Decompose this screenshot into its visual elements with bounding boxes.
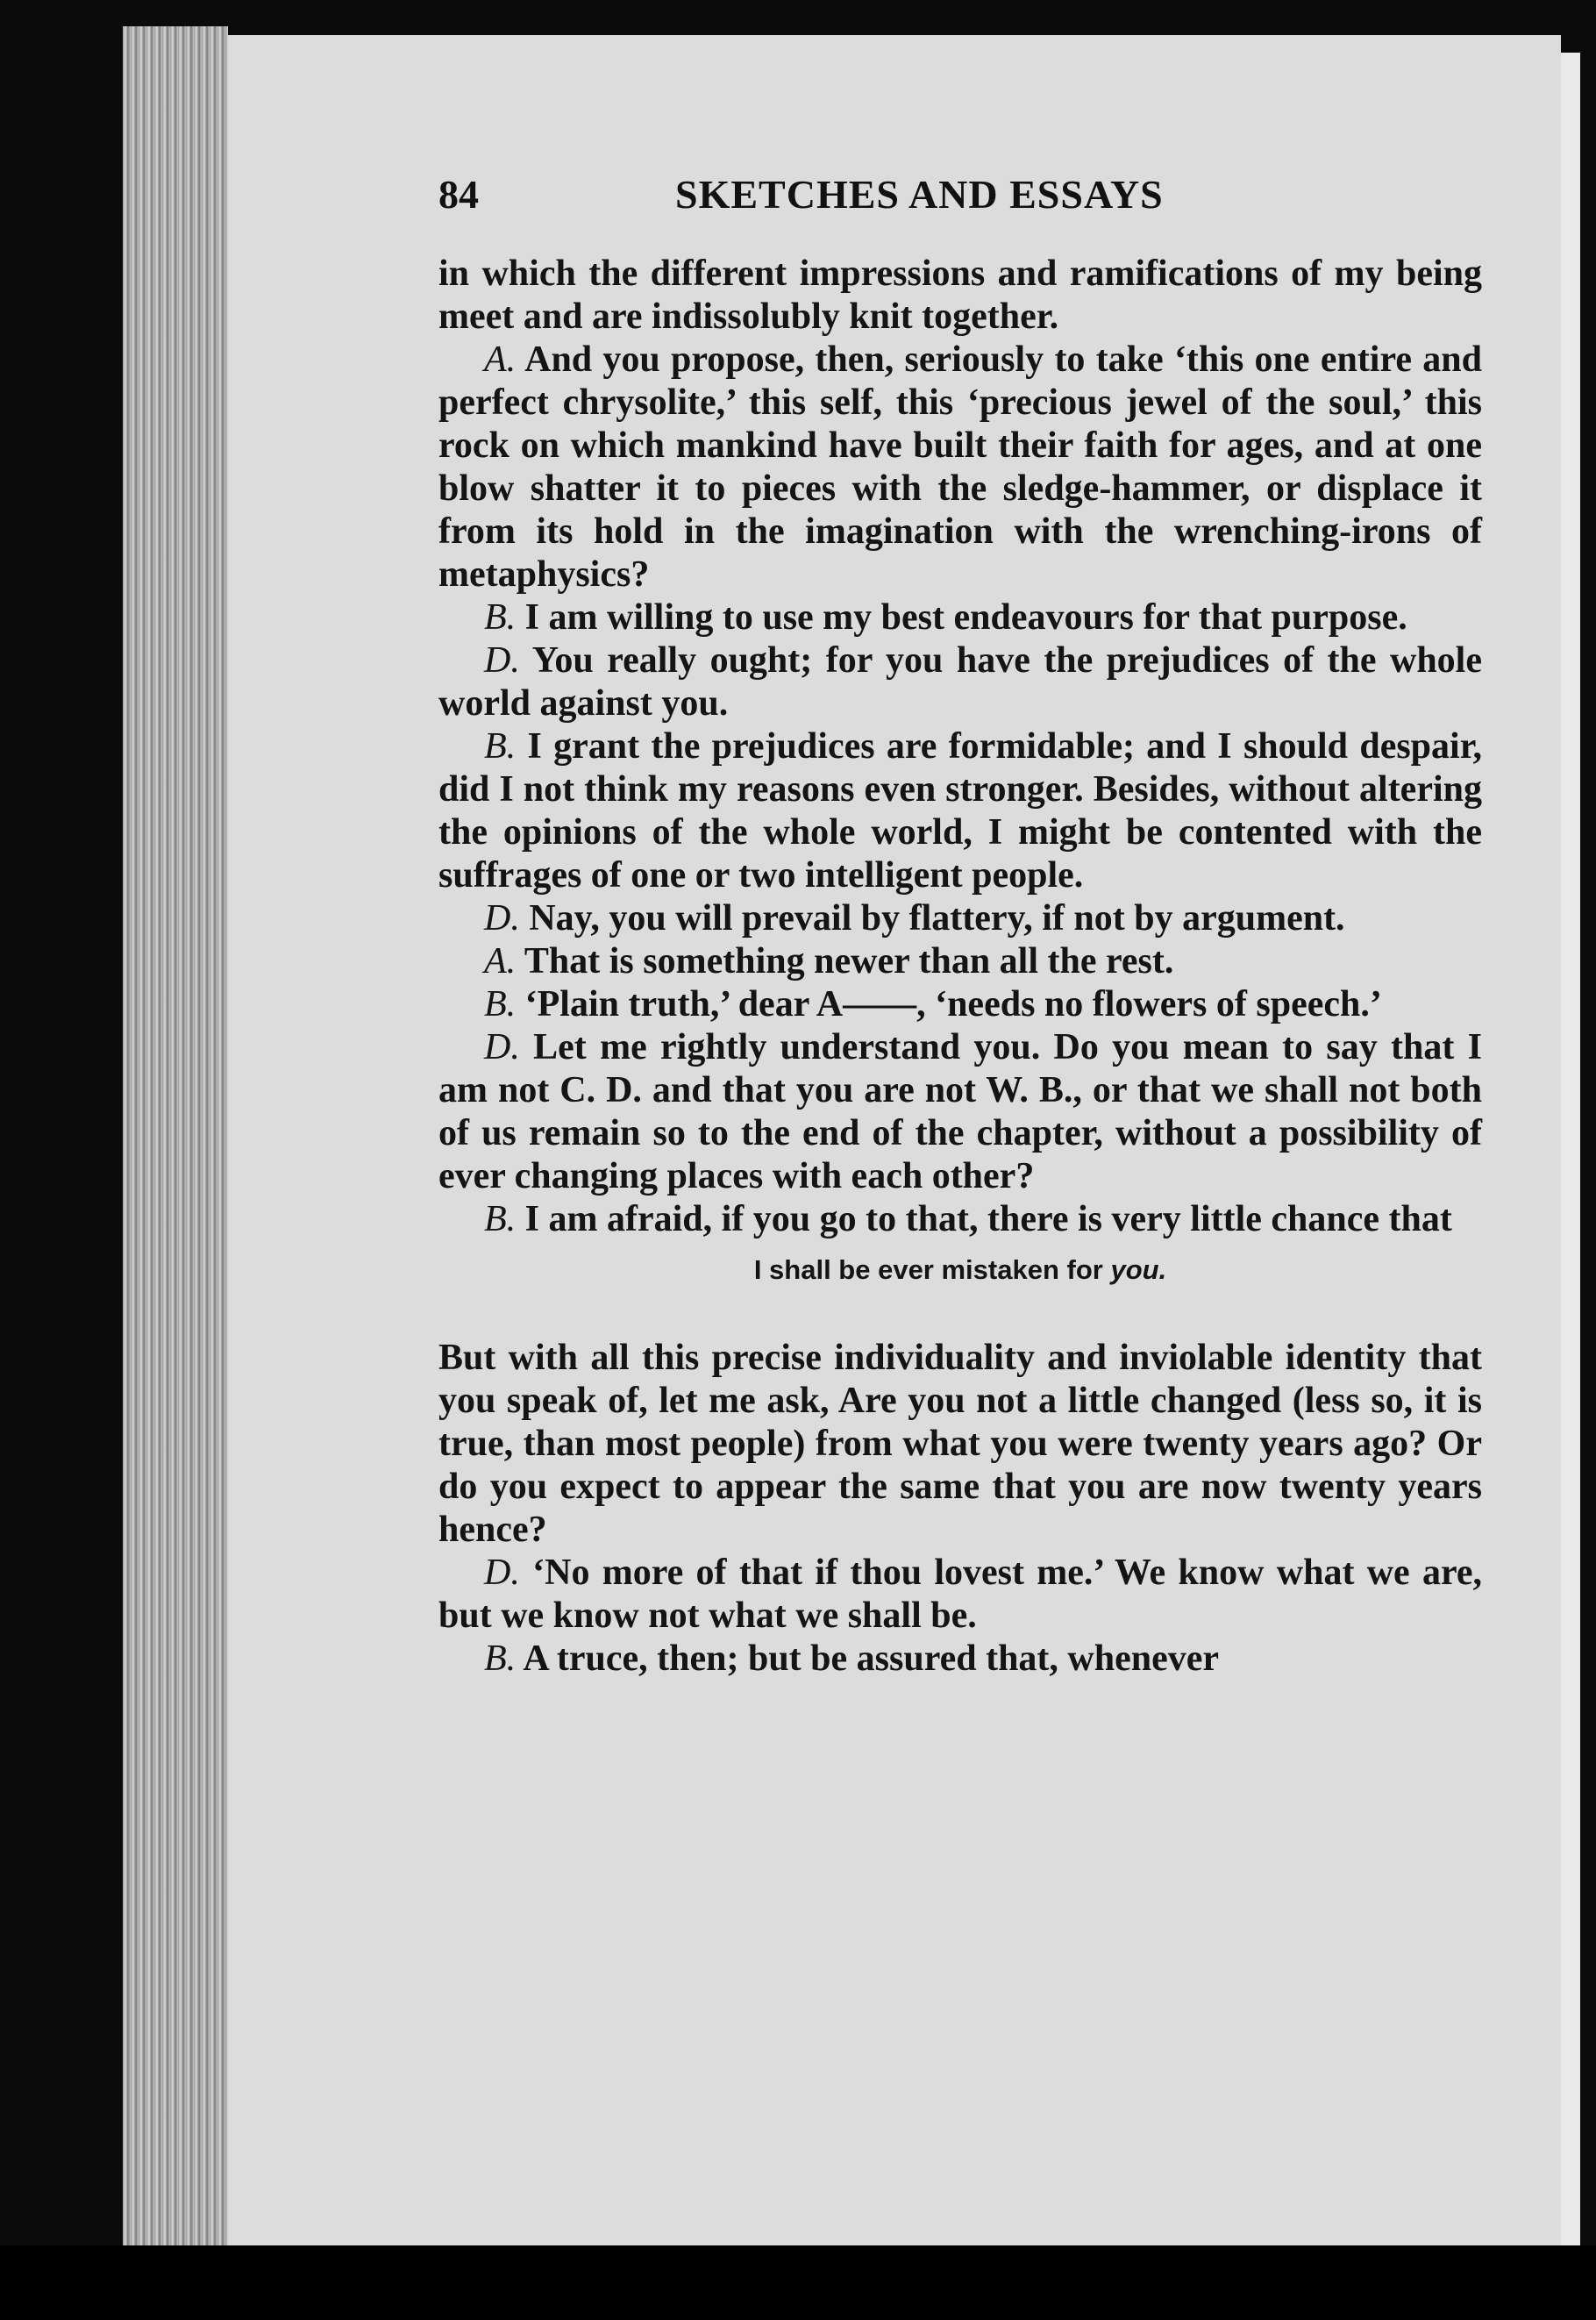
dialogue-paragraph [438, 596, 1482, 639]
scan-border [0, 2245, 1596, 2320]
dialogue-paragraph [438, 639, 1482, 725]
dialogue-paragraph [438, 983, 1482, 1026]
dialogue-paragraph [438, 1638, 1482, 1681]
quote-emphasis: you. [1110, 1254, 1167, 1285]
paragraph-text: I am willing to use my best endeavours for that purpose. [524, 597, 1407, 638]
speaker-label: B. [484, 726, 517, 767]
paragraph-text: ‘No more of that if thou lovest me.’ We know what we are, but we know not what we shall be. [438, 1553, 1483, 1636]
speaker-label: D. [484, 1553, 520, 1593]
speaker-label: D. [484, 898, 520, 939]
paragraph-text: And you propose, then, seriously to take ‘this one entire and perfect chrysolite,’ this self, this ‘precious jewel of the soul,’ this rock on which mankind have built their faith for ages, and at one blow shatter it to pieces with the sledge-hammer, or displace it from its hold in the imagination with the wrenching-irons of metaphysics? [438, 339, 1482, 595]
facing-page-edge [1561, 53, 1580, 2245]
speaker-label: A. [484, 339, 517, 380]
paragraph [438, 253, 1482, 339]
dialogue-paragraph [438, 339, 1482, 596]
paragraph-text: That is something newer than all the rest. [524, 941, 1174, 982]
dialogue-paragraph [438, 725, 1482, 897]
paragraph-text: You really ought; for you have the prejudices of the whole world against you. [438, 640, 1482, 724]
speaker-label: B. [484, 984, 517, 1024]
verse-quote [438, 1248, 1482, 1291]
paragraph-text: But with all this precise individuality and inviolable identity that you speak of, let me ask, Are you not a little changed (less so, it is true, than most people) from what you were twenty years ago? Or do you expect to appear the same that you are now twenty years hence? [438, 1338, 1482, 1550]
paragraph-text: I grant the prejudices are formidable; and I should despair, did I not think my reasons even stronger. Besides, without altering the opinions of the whole world, I might be contented with the suffrages of one or two intelligent people. [438, 726, 1482, 896]
page-header [438, 171, 1482, 232]
speaker-label: D. [484, 1027, 520, 1067]
dialogue-paragraph [438, 1198, 1482, 1241]
dialogue-paragraph [438, 897, 1482, 940]
paragraph-text: I am afraid, if you go to that, there is very little chance that [524, 1199, 1452, 1239]
paragraph-text: Let me rightly understand you. Do you mean to say that I am not C. D. and that you are not W. B., or that we shall not both of us remain so to the end of the chapter, without a possibility of ever changing places with each other? [438, 1027, 1483, 1196]
paragraph [438, 1337, 1482, 1552]
book-page-edges [123, 26, 228, 2245]
speaker-label: B. [484, 1199, 517, 1239]
paragraph-text: A truce, then; but be assured that, whenever [523, 1638, 1220, 1679]
page-number: 84 [438, 172, 479, 217]
speaker-label: D. [484, 640, 520, 681]
quote-text: I shall be ever mistaken for [753, 1254, 1103, 1285]
dialogue-paragraph [438, 940, 1482, 983]
paragraph-text: ‘Plain truth,’ dear A——, ‘needs no flowers of speech.’ [524, 984, 1382, 1024]
dialogue-paragraph [438, 1552, 1482, 1638]
paragraph-text: in which the different impressions and ramifications of my being meet and are indissolubly knit together. [438, 253, 1482, 337]
paragraph-text: Nay, you will prevail by flattery, if not by argument. [529, 898, 1345, 939]
dialogue-paragraph [438, 1026, 1482, 1198]
body-text [438, 253, 1482, 1681]
speaker-label: A. [484, 941, 517, 982]
speaker-label: B. [484, 1638, 517, 1679]
running-head: SKETCHES AND ESSAYS [675, 172, 1164, 217]
speaker-label: B. [484, 597, 517, 638]
